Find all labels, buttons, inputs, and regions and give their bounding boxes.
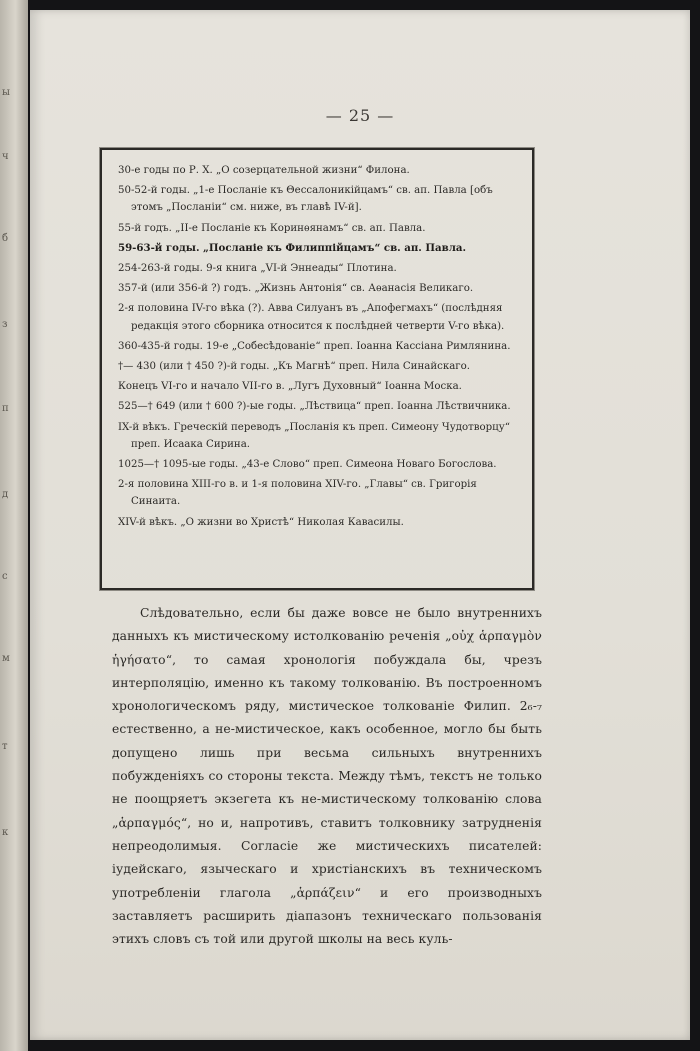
prev-page-fragment: з bbox=[2, 319, 8, 330]
chronology-entry: 1025—† 1095-ые годы. „43-е Слово“ преп. Симеона Новаго Богослова. bbox=[118, 459, 497, 471]
chronology-entry: 59-63-й годы. „Посланіе къ Филиппійцамъ“ св. ап. Павла. bbox=[118, 241, 467, 254]
chronology-entry: XIV-й вѣкъ. „О жизни во Христѣ“ Николая Кавасилы. bbox=[118, 516, 404, 528]
prev-page-fragment: с bbox=[2, 571, 8, 582]
prev-page-fragment: т bbox=[2, 741, 8, 752]
chronology-entry: 2-я половина XIII-го в. и 1-я половина XIV-го. „Главы“ св. Григорія Синаита. bbox=[118, 479, 477, 508]
prev-page-fragment: к bbox=[2, 827, 9, 838]
chronology-entry: 55-й годъ. „II-е Посланіе къ Коринѳянамъ“ св. ап. Павла. bbox=[118, 222, 426, 234]
chronology-entry: 30-е годы по Р. Х. „О созерцательной жизни“ Филона. bbox=[118, 165, 410, 176]
chronology-entry: 2-я половина IV-го вѣка (?). Авва Силуанъ въ „Апофегмахъ“ (послѣдняя редакція этого сборника относится к послѣдней четверти V-го вѣка). bbox=[118, 303, 505, 332]
prev-page-fragment: м bbox=[2, 653, 10, 664]
body-paragraph: Слѣдовательно, если бы даже вовсе не было внутреннихъ данныхъ къ мистическому истолкованію реченія „οὐχ ἁρπαγμὸν ἡγήσατο“, то самая хронологія побуждала бы, чрезъ интерполяцію, именно къ такому толкованію. Въ построенномъ хронологическомъ ряду, мистическое толкованіе Филип. 2₆-₇ естественно, а не-мистическое, какъ особенное, могло бы быть допущено лишь при весьма сильныхъ внутреннихъ побужденіяхъ со стороны текста. Между тѣмъ, текстъ не только не поощряетъ экзегета къ не-мистическому толкованію слова „ἁρπαγμός“, но и, напротивъ, ставитъ толковнику затрудненія непреодолимыя. Согласіе же мистическихъ писателей: іудейскаго, языческаго и христіанскихъ въ техническомъ употребленіи глагола „ἁρπάζειν“ и его производныхъ заставляетъ расширить діапазонъ техническаго пользованія этихъ словъ съ той или другой школы на весь куль- bbox=[112, 606, 542, 947]
chronology-entry: 360-435-й годы. 19-е „Собесѣдованіе“ преп. Іоанна Кассіана Римлянина. bbox=[118, 340, 511, 352]
chronology-entry: IX-й вѣкъ. Греческій переводъ „Посланія къ преп. Симеону Чудотворцу“ преп. Исаака Сирина. bbox=[118, 421, 510, 450]
page-number: — 25 — bbox=[325, 106, 395, 125]
chronology-entry: 357-й (или 356-й ?) годъ. „Жизнь Антонія“ св. Аѳанасія Великаго. bbox=[118, 283, 474, 295]
prev-page-fragment: б bbox=[2, 233, 9, 244]
chronology-entry: Конецъ VI-го и начало VII-го в. „Лугъ Духовный“ Іоанна Моска. bbox=[118, 381, 462, 393]
prev-page-fragment: п bbox=[2, 403, 9, 414]
chronology-entry: 254-263-й годы. 9-я книга „VI-й Эннеады“ Плотина. bbox=[118, 263, 397, 275]
prev-page-fragment: д bbox=[2, 489, 9, 500]
chronology-entry: 525—† 649 (или † 600 ?)-ые годы. „Лѣствица“ преп. Іоанна Лѣствичника. bbox=[118, 401, 511, 413]
chronology-entry: 50-52-й годы. „1-е Посланіе къ Θессалоникійцамъ“ св. ап. Павла [объ этомъ „Посланіи“ см. ниже, въ главѣ IV-й]. bbox=[118, 185, 493, 214]
chronology-list bbox=[102, 150, 532, 531]
prev-page-fragment: ы bbox=[2, 87, 10, 98]
book-page bbox=[30, 10, 690, 1040]
previous-page-edge bbox=[0, 0, 28, 1051]
chronology-entry: †— 430 (или † 450 ?)-й годы. „Къ Магнѣ“ преп. Нила Синайскаго. bbox=[118, 361, 470, 373]
prev-page-fragment: ч bbox=[2, 151, 9, 162]
chronology-box bbox=[100, 148, 534, 590]
